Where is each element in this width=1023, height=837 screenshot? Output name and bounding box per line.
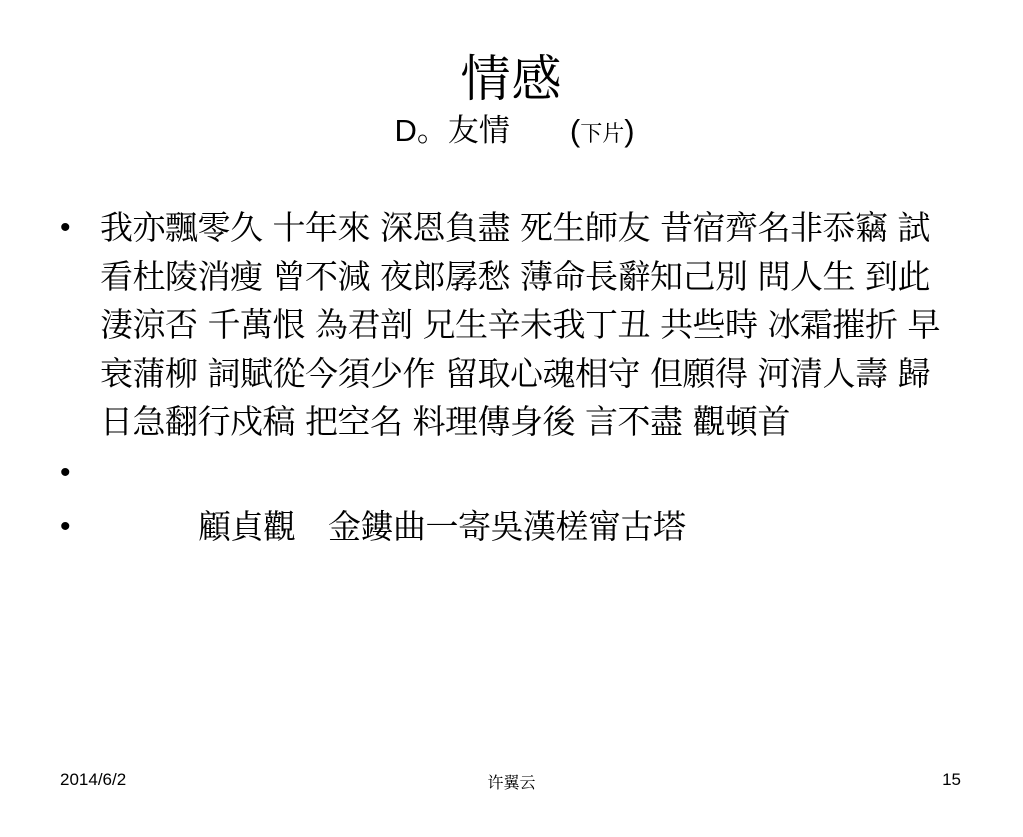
subtitle-separator: 。 — [416, 113, 448, 149]
bullet-item-poem — [60, 204, 980, 447]
slide-subtitle — [0, 112, 1023, 154]
footer-page-number: 15 — [942, 770, 961, 789]
subtitle-label: D — [394, 113, 417, 148]
bullet-item-empty — [60, 449, 980, 503]
bullet-icon: • — [60, 455, 71, 489]
subtitle-paren-open: ( — [569, 113, 581, 148]
bullet-icon: • — [60, 211, 71, 244]
subtitle-paren-close: ) — [624, 113, 635, 148]
subtitle-text: 友情 — [447, 113, 510, 149]
subtitle-note: 下片 — [580, 122, 625, 147]
slide-title: 情感 — [460, 50, 563, 108]
attribution-text: 顧貞觀 金鏤曲一寄吳漢槎甯古塔 — [198, 506, 686, 546]
footer-date: 2014/6/2 — [60, 770, 127, 789]
bullet-list — [60, 204, 980, 551]
title-block — [0, 48, 1023, 154]
bullet-item-attribution — [60, 503, 980, 552]
bullet-icon: • — [60, 509, 71, 543]
poem-text: 我亦飄零久 十年來 深恩負盡 死生師友 昔宿齊名非忝竊 試看杜陵消瘦 曾不減 夜郎孱愁 薄命長辭知己別 問人生 到此淒涼否 千萬恨 為君剖 兄生辛未我丁丑 共些時 冰霜摧折 早衰蒲柳 詞賦從今須少作 留取心魂相守 但願得 河清人壽 歸日急翻行戍稿 把空名 料理傳身後 言不盡 觀頓首 — [100, 208, 940, 441]
footer-author: 许翼云 — [487, 773, 536, 792]
